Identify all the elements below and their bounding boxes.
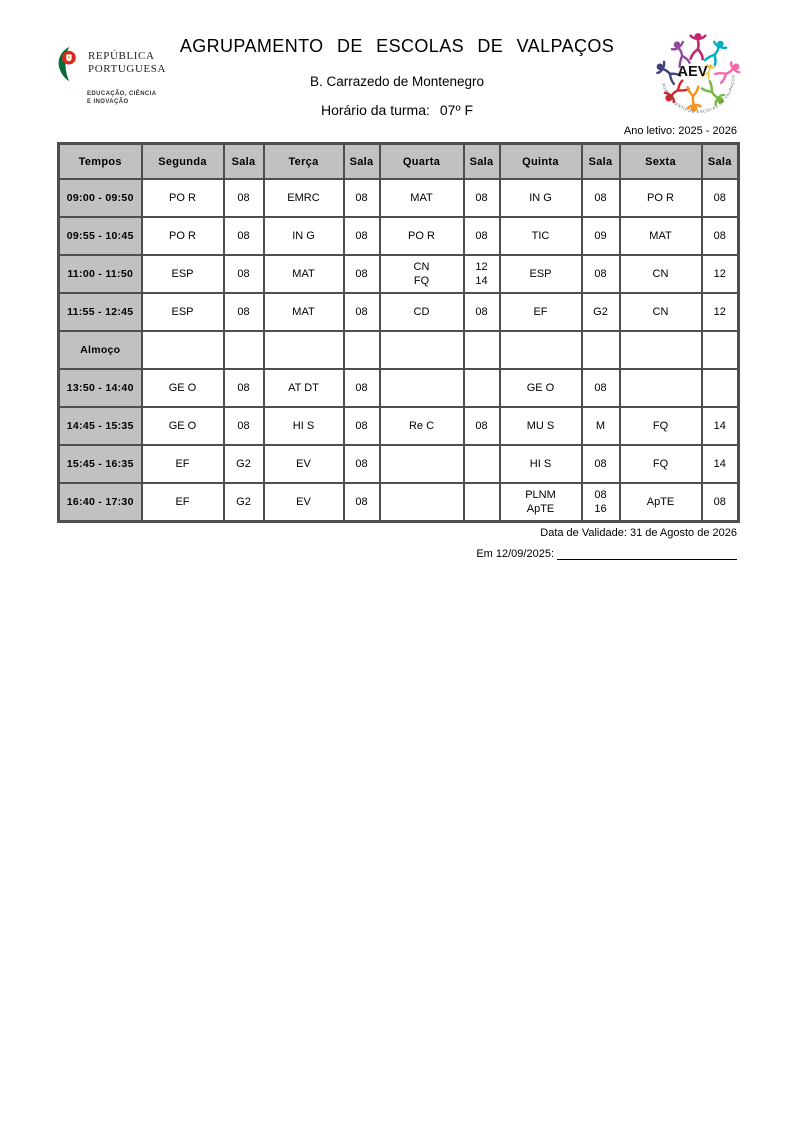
sala-cell bbox=[582, 293, 620, 331]
cell-line: 14 bbox=[713, 420, 726, 432]
time-cell: 11:55 - 12:45 bbox=[59, 293, 142, 331]
sala-cell bbox=[582, 369, 620, 407]
signature-line bbox=[476, 548, 737, 560]
cell-line: 08 bbox=[355, 230, 368, 242]
header-tempos: Tempos bbox=[59, 144, 142, 180]
header-day: Quarta bbox=[380, 144, 464, 180]
sala-cell bbox=[344, 179, 380, 217]
cell-line: EF bbox=[533, 306, 548, 318]
cell-line: 08 bbox=[713, 192, 726, 204]
cell-line: PO R bbox=[169, 192, 196, 204]
cell-line: 08 bbox=[475, 192, 488, 204]
cell-line: IN G bbox=[292, 230, 315, 242]
sala-cell bbox=[344, 407, 380, 445]
cell-line: 08 bbox=[237, 382, 250, 394]
cell-line: 08 bbox=[475, 306, 488, 318]
cell-line: 08 bbox=[475, 420, 488, 432]
subject-cell bbox=[142, 369, 224, 407]
cell-line: MU S bbox=[526, 420, 555, 432]
header-day: Quinta bbox=[500, 144, 582, 180]
school-year-label: Ano letivo: 2025 - 2026 bbox=[623, 125, 737, 137]
subject-cell bbox=[380, 407, 464, 445]
sala-cell bbox=[344, 217, 380, 255]
cell-line: PO R bbox=[169, 230, 196, 242]
cell-line: G2 bbox=[236, 495, 251, 508]
header-sala: Sala bbox=[224, 144, 264, 180]
subject-cell bbox=[142, 407, 224, 445]
subject-cell bbox=[500, 331, 582, 369]
cell-line: 14 bbox=[713, 458, 726, 470]
cell-line: CN bbox=[413, 261, 430, 273]
timetable-row bbox=[59, 217, 739, 255]
cell-line: GE O bbox=[526, 382, 555, 394]
aev-figure bbox=[691, 33, 706, 59]
sala-cell bbox=[582, 217, 620, 255]
cell-line: 08 bbox=[594, 268, 607, 280]
cell-line: TIC bbox=[531, 230, 550, 242]
timetable-row bbox=[59, 293, 739, 331]
sala-cell bbox=[224, 331, 264, 369]
subject-cell bbox=[500, 445, 582, 483]
subject-cell bbox=[142, 255, 224, 293]
subject-cell bbox=[620, 217, 702, 255]
class-name: 07º F bbox=[439, 102, 474, 118]
timetable-row bbox=[59, 369, 739, 407]
cell-line: IN G bbox=[529, 192, 552, 204]
subject-cell bbox=[380, 179, 464, 217]
sala-cell bbox=[582, 255, 620, 293]
timetable-container bbox=[57, 142, 740, 523]
timetable-body bbox=[59, 179, 739, 521]
validity-date-label: Data de Validade: 31 de Agosto de 2026 bbox=[540, 527, 737, 539]
time-cell: 11:00 - 11:50 bbox=[59, 255, 142, 293]
subject-cell bbox=[380, 217, 464, 255]
cell-line: 08 bbox=[713, 495, 726, 508]
subject-cell bbox=[500, 255, 582, 293]
sala-cell bbox=[224, 407, 264, 445]
school-group-title: AGRUPAMENTO DE ESCOLAS DE VALPAÇOS bbox=[179, 36, 615, 56]
title-block bbox=[120, 36, 674, 118]
cell-line: 16 bbox=[594, 502, 607, 515]
subject-cell bbox=[500, 293, 582, 331]
cell-line: EV bbox=[296, 458, 311, 470]
cell-line: FQ bbox=[413, 275, 430, 287]
subject-cell bbox=[264, 369, 344, 407]
aev-figure bbox=[715, 60, 743, 85]
cell-line: HI S bbox=[529, 458, 552, 470]
cell-line: ESP bbox=[171, 306, 194, 318]
sala-cell bbox=[464, 179, 500, 217]
sala-cell bbox=[582, 445, 620, 483]
cell-line: 09 bbox=[594, 230, 607, 242]
subject-cell bbox=[620, 407, 702, 445]
subject-cell bbox=[380, 255, 464, 293]
cell-line: 08 bbox=[237, 306, 250, 318]
sala-cell bbox=[702, 445, 739, 483]
sala-cell bbox=[224, 255, 264, 293]
cell-line: 12 bbox=[713, 268, 726, 280]
sala-cell bbox=[344, 293, 380, 331]
subject-cell bbox=[380, 445, 464, 483]
sala-cell bbox=[702, 255, 739, 293]
cell-line: 08 bbox=[355, 420, 368, 432]
cell-line: 08 bbox=[237, 192, 250, 204]
subject-cell bbox=[500, 483, 582, 521]
time-cell: 09:00 - 09:50 bbox=[59, 179, 142, 217]
cell-line: EMRC bbox=[287, 192, 320, 204]
sala-cell bbox=[464, 217, 500, 255]
aev-figure bbox=[704, 38, 727, 66]
header-day: Sexta bbox=[620, 144, 702, 180]
subject-cell bbox=[620, 369, 702, 407]
header-sala: Sala bbox=[344, 144, 380, 180]
time-cell: 14:45 - 15:35 bbox=[59, 407, 142, 445]
cell-line: M bbox=[595, 420, 606, 432]
cell-line: GE O bbox=[168, 382, 197, 394]
sala-cell bbox=[464, 407, 500, 445]
sala-cell bbox=[702, 369, 739, 407]
school-name: B. Carrazedo de Montenegro bbox=[309, 74, 485, 89]
sala-cell bbox=[224, 369, 264, 407]
sala-cell bbox=[224, 217, 264, 255]
cell-line: 08 bbox=[594, 488, 607, 501]
cell-line: 14 bbox=[475, 275, 488, 287]
cell-line: 08 bbox=[594, 192, 607, 204]
header-day: Segunda bbox=[142, 144, 224, 180]
cell-line: ESP bbox=[171, 268, 194, 280]
sala-cell bbox=[702, 331, 739, 369]
signature-blank-line bbox=[557, 548, 737, 560]
gov-sub-line1: EDUCAÇÃO, CIÊNCIA bbox=[87, 91, 157, 97]
cell-line: 08 bbox=[355, 268, 368, 280]
signature-date-label: Em 12/09/2025: bbox=[476, 548, 554, 560]
cell-line: EF bbox=[175, 458, 190, 470]
gov-sub-line2: E INOVAÇÃO bbox=[87, 98, 129, 105]
sala-cell bbox=[702, 293, 739, 331]
cell-line: ESP bbox=[529, 268, 552, 280]
cell-line: 08 bbox=[355, 458, 368, 470]
time-cell: 09:55 - 10:45 bbox=[59, 217, 142, 255]
time-cell: 16:40 - 17:30 bbox=[59, 483, 142, 521]
subject-cell bbox=[264, 179, 344, 217]
aev-ring-text: AGRUPAMENTO DE ESCOLAS DE VALPAÇOS bbox=[661, 74, 736, 114]
subject-cell bbox=[264, 331, 344, 369]
cell-line: 08 bbox=[237, 268, 250, 280]
cell-line: 08 bbox=[355, 495, 368, 508]
header-sala: Sala bbox=[582, 144, 620, 180]
time-cell: 13:50 - 14:40 bbox=[59, 369, 142, 407]
cell-line: EV bbox=[296, 495, 311, 508]
timetable-row bbox=[59, 255, 739, 293]
subject-cell bbox=[142, 445, 224, 483]
sala-cell bbox=[224, 179, 264, 217]
subject-cell bbox=[620, 331, 702, 369]
cell-line: AT DT bbox=[288, 382, 319, 394]
sala-cell bbox=[464, 445, 500, 483]
subject-cell bbox=[620, 179, 702, 217]
sala-cell bbox=[702, 407, 739, 445]
cell-line: 12 bbox=[475, 261, 488, 273]
sala-cell bbox=[344, 255, 380, 293]
cell-line: 08 bbox=[237, 230, 250, 242]
sala-cell bbox=[224, 483, 264, 521]
subject-cell bbox=[500, 369, 582, 407]
timetable-row bbox=[59, 483, 739, 521]
sala-cell bbox=[582, 331, 620, 369]
timetable-header-row bbox=[59, 144, 739, 180]
time-cell: Almoço bbox=[59, 331, 142, 369]
sala-cell bbox=[344, 331, 380, 369]
cell-line: MAT bbox=[410, 192, 433, 204]
cell-line: PLNM bbox=[525, 488, 556, 501]
sala-cell bbox=[224, 293, 264, 331]
sala-cell bbox=[464, 255, 500, 293]
subject-cell bbox=[500, 179, 582, 217]
subject-cell bbox=[264, 407, 344, 445]
timetable-row bbox=[59, 179, 739, 217]
sala-cell bbox=[344, 445, 380, 483]
subject-cell bbox=[142, 483, 224, 521]
subject-cell bbox=[620, 483, 702, 521]
cell-line: Re C bbox=[408, 420, 435, 432]
subject-cell bbox=[380, 293, 464, 331]
timetable-row bbox=[59, 407, 739, 445]
sala-cell bbox=[702, 217, 739, 255]
header-day: Terça bbox=[264, 144, 344, 180]
subject-cell bbox=[264, 293, 344, 331]
subject-cell bbox=[500, 407, 582, 445]
timetable bbox=[57, 142, 740, 523]
cell-line: 08 bbox=[237, 420, 250, 432]
subject-cell bbox=[380, 369, 464, 407]
class-schedule-label: Horário da turma: bbox=[320, 102, 430, 118]
cell-line: PO R bbox=[408, 230, 435, 242]
subject-cell bbox=[620, 445, 702, 483]
cell-line: 08 bbox=[713, 230, 726, 242]
header-sala: Sala bbox=[464, 144, 500, 180]
sala-cell bbox=[464, 293, 500, 331]
cell-line: 08 bbox=[475, 230, 488, 242]
cell-line: MAT bbox=[649, 230, 672, 242]
subject-cell bbox=[620, 293, 702, 331]
republica-shield-icon bbox=[55, 46, 82, 82]
timetable-row bbox=[59, 445, 739, 483]
cell-line: G2 bbox=[593, 306, 608, 318]
cell-line: CN bbox=[652, 306, 669, 318]
cell-line: 08 bbox=[355, 192, 368, 204]
gov-line2: PORTUGUESA bbox=[88, 63, 167, 75]
sala-cell bbox=[702, 483, 739, 521]
subject-cell bbox=[264, 445, 344, 483]
sala-cell bbox=[582, 483, 620, 521]
cell-line: HI S bbox=[292, 420, 315, 432]
sala-cell bbox=[582, 407, 620, 445]
sala-cell bbox=[464, 369, 500, 407]
aev-school-logo bbox=[646, 32, 750, 124]
subject-cell bbox=[142, 293, 224, 331]
sala-cell bbox=[344, 369, 380, 407]
cell-line: ApTE bbox=[646, 495, 675, 508]
class-schedule-line bbox=[120, 102, 674, 118]
subject-cell bbox=[264, 255, 344, 293]
aev-acronym-text: AEV bbox=[677, 64, 708, 81]
gov-line1: REPÚBLICA bbox=[88, 50, 155, 62]
cell-line: G2 bbox=[236, 458, 251, 470]
sala-cell bbox=[344, 483, 380, 521]
sala-cell bbox=[702, 179, 739, 217]
cell-line: CD bbox=[413, 306, 430, 318]
cell-line: 08 bbox=[355, 382, 368, 394]
cell-line: FQ bbox=[652, 420, 669, 432]
time-cell: 15:45 - 16:35 bbox=[59, 445, 142, 483]
cell-line: 08 bbox=[355, 306, 368, 318]
aev-figure bbox=[669, 39, 692, 67]
sala-cell bbox=[582, 179, 620, 217]
subject-cell bbox=[142, 179, 224, 217]
cell-line: ApTE bbox=[526, 502, 555, 515]
subject-cell bbox=[500, 217, 582, 255]
aev-figure bbox=[686, 86, 701, 112]
sala-cell bbox=[224, 445, 264, 483]
cell-line: 12 bbox=[713, 306, 726, 318]
subject-cell bbox=[142, 331, 224, 369]
timetable-row bbox=[59, 331, 739, 369]
cell-line: CN bbox=[652, 268, 669, 280]
subject-cell bbox=[142, 217, 224, 255]
cell-line: FQ bbox=[652, 458, 669, 470]
sala-cell bbox=[464, 483, 500, 521]
cell-line: 08 bbox=[594, 382, 607, 394]
subject-cell bbox=[264, 217, 344, 255]
cell-line: MAT bbox=[292, 268, 315, 280]
cell-line: MAT bbox=[292, 306, 315, 318]
cell-line: 08 bbox=[594, 458, 607, 470]
subject-cell bbox=[380, 331, 464, 369]
header-sala: Sala bbox=[702, 144, 739, 180]
cell-line: GE O bbox=[168, 420, 197, 432]
subject-cell bbox=[620, 255, 702, 293]
subject-cell bbox=[264, 483, 344, 521]
sala-cell bbox=[464, 331, 500, 369]
cell-line: EF bbox=[175, 495, 190, 508]
cell-line: PO R bbox=[647, 192, 674, 204]
subject-cell bbox=[380, 483, 464, 521]
